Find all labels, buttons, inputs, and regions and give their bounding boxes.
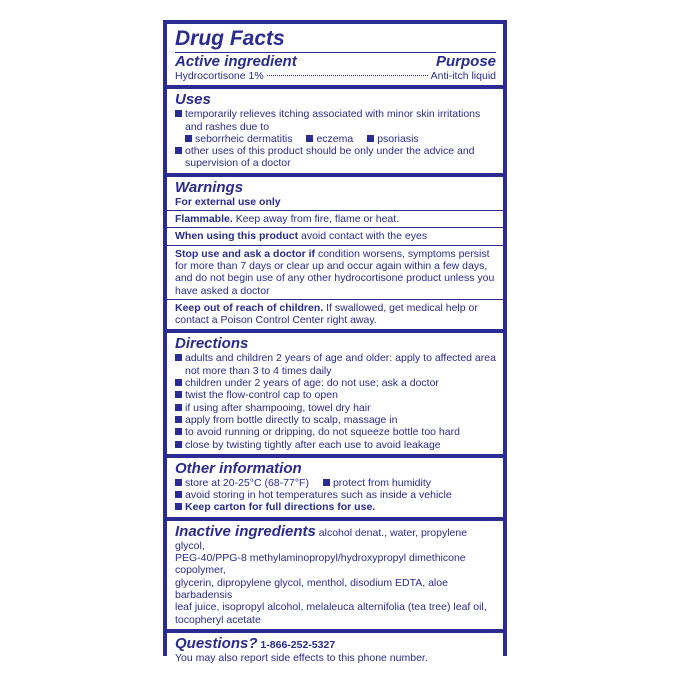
list-item: adults and children 2 years of age and older: apply to affected area xyxy=(175,352,496,364)
drug-facts-panel xyxy=(163,20,507,664)
bullet-square-icon xyxy=(175,391,182,398)
list-item: to avoid running or dripping, do not squeeze bottle too hard xyxy=(175,426,496,438)
list-item: temporarily relieves itching associated with minor skin irritations xyxy=(175,108,496,120)
bullet-square-icon xyxy=(367,135,374,142)
inactive-ingredients-section xyxy=(167,521,503,629)
bullet-square-icon xyxy=(175,110,182,117)
title-section xyxy=(167,24,503,85)
directions-heading: Directions xyxy=(175,335,249,353)
inactive-ingredients-line: PEG-40/PPG-8 methylaminopropyl/hydroxypropyl dimethicone copolymer, xyxy=(175,552,466,577)
inactive-ingredients-heading: Inactive ingredients xyxy=(175,522,316,540)
bullet-square-icon xyxy=(175,441,182,448)
stop-use-warning: Stop use and ask a doctor if condition worsens, symptoms persist for more than 7 days or clear up and occur again within a few days, and do not begin use of any other hydrocortisone product unless you have asked a doctor xyxy=(175,247,495,297)
questions-note: You may also report side effects to this phone number. xyxy=(175,651,428,664)
use-sub-item: eczema xyxy=(316,132,354,145)
active-ingredient: Hydrocortisone 1% xyxy=(175,70,264,82)
uses-section xyxy=(167,89,503,172)
questions-heading: Questions? xyxy=(175,634,258,652)
use-sub-item: seborrheic dermatitis xyxy=(195,132,293,145)
list-item: avoid storing in hot temperatures such as inside a vehicle xyxy=(175,489,496,501)
list-item-continued: supervision of a doctor xyxy=(185,157,291,170)
purpose-value: Anti-itch liquid xyxy=(430,70,496,82)
bullet-square-icon xyxy=(175,416,182,423)
inactive-ingredients-line: tocopheryl acetate xyxy=(175,613,261,626)
list-item: children under 2 years of age: do not use; ask a doctor xyxy=(175,377,496,389)
other-information-heading: Other information xyxy=(175,459,302,477)
phone-number: 1-866-252-5327 xyxy=(257,638,336,651)
list-item: close by twisting tightly after each use to avoid leakage xyxy=(175,439,496,451)
external-use: For external use only xyxy=(175,195,281,208)
bullet-square-icon xyxy=(175,503,182,510)
uses-heading: Uses xyxy=(175,91,211,109)
bullet-square-icon xyxy=(175,479,182,486)
bullet-square-icon xyxy=(175,379,182,386)
bullet-square-icon xyxy=(306,135,313,142)
bullet-square-icon xyxy=(323,479,330,486)
list-item: other uses of this product should be only under the advice and xyxy=(175,145,496,157)
list-item: protect from humidity xyxy=(332,476,431,489)
inactive-ingredients-text: alcohol denat., water, propylene glycol, xyxy=(175,526,468,552)
bullet-square-icon xyxy=(175,147,182,154)
inactive-ingredients-line: glycerin, dipropylene glycol, menthol, disodium EDTA, aloe barbadensis xyxy=(175,576,448,601)
list-item-continued: and rashes due to xyxy=(185,120,270,133)
list-item: Keep carton for full directions for use. xyxy=(175,501,496,513)
active-ingredient-heading: Active ingredient xyxy=(175,53,297,70)
questions-section xyxy=(167,633,503,667)
when-using-warning: When using this product avoid contact with the eyes xyxy=(175,230,428,243)
warnings-section xyxy=(167,177,503,330)
list-item: if using after shampooing, towel dry hair xyxy=(175,402,496,414)
list-item: apply from bottle directly to scalp, massage in xyxy=(175,414,496,426)
bullet-square-icon xyxy=(175,354,182,361)
list-item-continued: not more than 3 to 4 times daily xyxy=(185,364,332,377)
bullet-square-icon xyxy=(175,428,182,435)
bullet-square-icon xyxy=(185,135,192,142)
directions-section xyxy=(167,333,503,453)
inactive-ingredients-line: leaf juice, isopropyl alcohol, melaleuca alternifolia (tea tree) leaf oil, xyxy=(175,601,487,614)
warnings-heading: Warnings xyxy=(175,178,244,196)
bullet-square-icon xyxy=(175,404,182,411)
drug-facts-title: Drug Facts xyxy=(175,27,285,50)
list-item: store at 20-25°C (68-77°F) xyxy=(185,476,309,489)
purpose-heading: Purpose xyxy=(435,53,496,70)
flammable-warning: Flammable. Keep away from fire, flame or heat. xyxy=(175,213,400,226)
keep-out-warning: Keep out of reach of children. If swallowed, get medical help or contact a Poison Control Center right away. xyxy=(175,301,478,327)
bullet-square-icon xyxy=(175,491,182,498)
use-sub-item: psoriasis xyxy=(377,132,419,145)
other-information-section xyxy=(167,458,503,517)
list-item: twist the flow-control cap to open xyxy=(175,389,496,401)
dot-leader xyxy=(267,75,428,76)
